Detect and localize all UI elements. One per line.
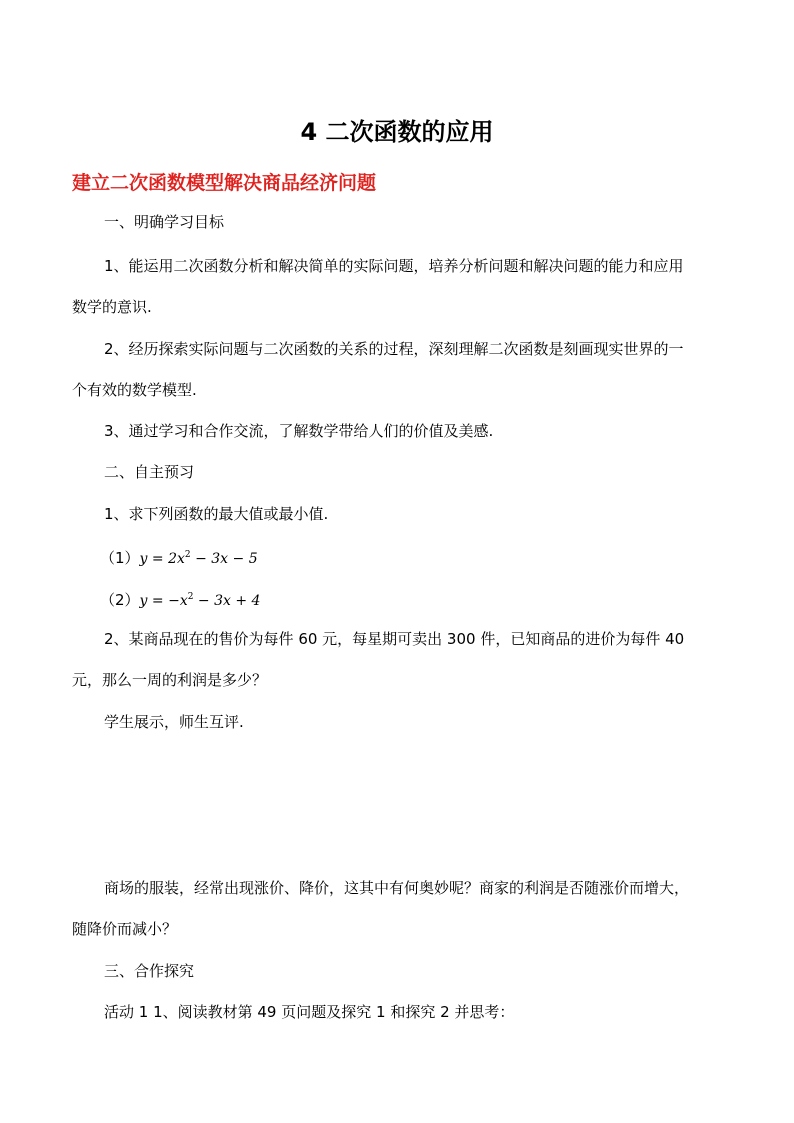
- goal-3: 3、通过学习和合作交流，了解数学带给人们的价值及美感.: [104, 422, 494, 440]
- preview-question-2-line-1: 2、某商品现在的售价为每件 60 元，每星期可卖出 300 件，已知商品的进价为每件 40: [104, 630, 685, 648]
- goal-2-line-1: 2、经历探索实际问题与二次函数的关系的过程，深刻理解二次函数是刻画现实世界的一: [104, 340, 684, 358]
- equation-1a: $y = 2x^2 - 3x - 5$: [139, 550, 258, 567]
- equation-1b: $y = -x^2 - 3x + 4$: [139, 592, 261, 609]
- heading-self-preview: 二、自主预习: [104, 463, 195, 481]
- section-subtitle: 建立二次函数模型解决商品经济问题: [72, 172, 377, 194]
- goal-2-line-2: 个有效的数学模型.: [72, 381, 197, 399]
- goal-1-line-2: 数学的意识.: [72, 298, 152, 316]
- intro-line-1: 商场的服装，经常出现涨价、降价，这其中有何奥妙呢？商家的利润是否随涨价而增大，: [104, 879, 690, 897]
- page-title: 4 二次函数的应用: [300, 118, 494, 146]
- preview-question-1: 1、求下列函数的最大值或最小值.: [104, 505, 329, 523]
- activity-1: 活动 1 1、阅读教材第 49 页问题及探究 1 和探究 2 并思考：: [104, 1003, 515, 1021]
- question-1b-label: （2）: [100, 591, 140, 609]
- goal-1-line-1: 1、能运用二次函数分析和解决简单的实际问题，培养分析问题和解决问题的能力和应用: [104, 257, 684, 275]
- preview-note: 学生展示，师生互评.: [104, 713, 244, 731]
- preview-question-1b: [100, 587, 260, 611]
- heading-cooperative-inquiry: 三、合作探究: [104, 962, 195, 980]
- question-1a-label: （1）: [100, 549, 140, 567]
- preview-question-1a: [100, 545, 258, 569]
- intro-line-2: 随降价而减小？: [72, 920, 178, 938]
- heading-learning-goals: 一、明确学习目标: [104, 213, 225, 231]
- preview-question-2-line-2: 元，那么一周的利润是多少？: [72, 671, 268, 689]
